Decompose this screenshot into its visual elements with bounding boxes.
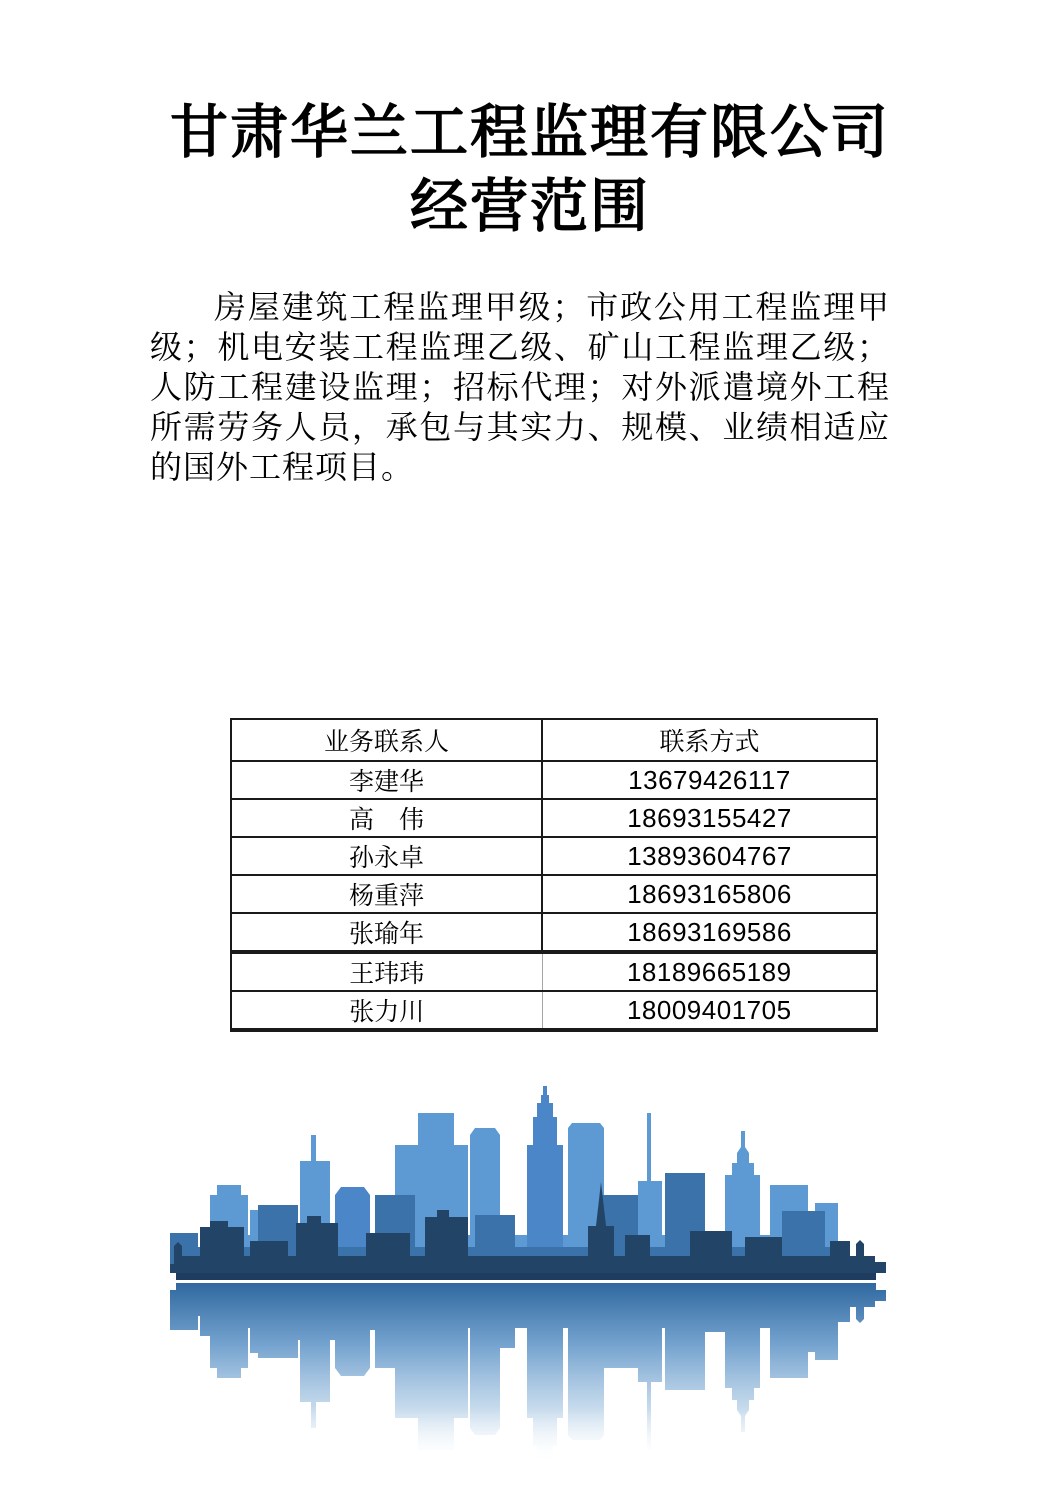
table-header-row <box>231 719 877 761</box>
contact-name-cell: 杨重萍 <box>231 875 542 913</box>
contact-phone-cell: 18693169586 <box>542 913 877 952</box>
contact-phone-cell: 13679426117 <box>542 761 877 799</box>
business-scope-paragraph: 房屋建筑工程监理甲级；市政公用工程监理甲级；机电安装工程监理乙级、矿山工程监理乙级；人防工程建设监理；招标代理；对外派遣境外工程所需劳务人员，承包与其实力、规模、业绩相适应的国外工程项目。 <box>150 289 890 485</box>
contact-phone-cell: 18189665189 <box>542 952 877 991</box>
contact-name-cell: 张力川 <box>231 991 542 1030</box>
contact-name-header: 业务联系人 <box>231 719 542 761</box>
page-title <box>0 96 1060 244</box>
table-row <box>231 952 877 991</box>
waterline-bar <box>176 1273 876 1280</box>
contact-phone-cell: 18693165806 <box>542 875 877 913</box>
contact-name-cell: 孙永卓 <box>231 837 542 875</box>
city-skyline-svg <box>170 1083 890 1483</box>
contact-name-cell: 高 伟 <box>231 799 542 837</box>
business-scope-title: 经营范围 <box>409 174 650 239</box>
table-row <box>231 991 877 1030</box>
contact-phone-cell: 18693155427 <box>542 799 877 837</box>
city-skyline-illustration <box>170 1083 890 1483</box>
table-row <box>231 837 877 875</box>
contacts-table <box>230 718 878 1032</box>
table-row <box>231 913 877 952</box>
contact-phone-cell: 18009401705 <box>542 991 877 1030</box>
contact-phone-header: 联系方式 <box>542 719 877 761</box>
contact-name-cell: 张瑜年 <box>231 913 542 952</box>
skyline-reflection <box>170 1281 890 1483</box>
table-row <box>231 875 877 913</box>
table-row <box>231 761 877 799</box>
contact-name-cell: 王玮玮 <box>231 952 542 991</box>
contact-phone-cell: 13893604767 <box>542 837 877 875</box>
contact-name-cell: 李建华 <box>231 761 542 799</box>
table-row <box>231 799 877 837</box>
company-name-title: 甘肃华兰工程监理有限公司 <box>169 100 890 165</box>
skyline-buildings <box>170 1086 886 1280</box>
